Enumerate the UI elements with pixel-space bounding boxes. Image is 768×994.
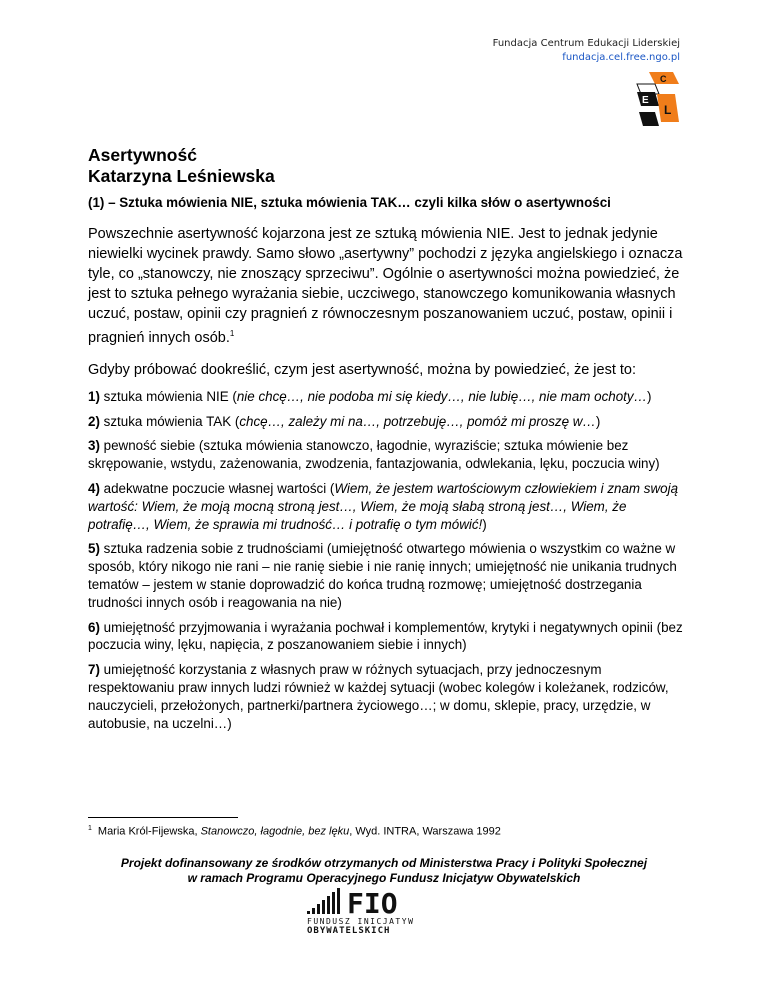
article-body bbox=[88, 194, 684, 739]
footnote-ref[interactable]: 1 bbox=[229, 329, 235, 338]
list-item: 7) umiejętność korzystania z własnych praw w różnych sytuacjach, przy jednoczesnym respektowaniu praw innych ludzi również w każdej sytuacji (wobec kolegów i koleżanek, rodziców, nauczycieli, przełożonych, partnerki/partnera życiowego…; w domu, sklepie, pracy, urzędzie, w autobusie, na uczelni…) bbox=[88, 662, 669, 731]
svg-text:C: C bbox=[660, 74, 667, 84]
footnote-book-title: Stanowczo, łagodnie, bez lęku bbox=[200, 825, 350, 838]
item-number: 5) bbox=[88, 541, 100, 557]
author-line: Katarzyna Leśniewska bbox=[88, 166, 275, 186]
organization-url[interactable]: fundacja.cel.free.ngo.pl bbox=[562, 52, 680, 63]
section-heading: (1) – Sztuka mówienia NIE, sztuka mówienia TAK… czyli kilka słów o asertywności bbox=[88, 195, 611, 210]
funding-line: w ramach Programu Operacyjnego Fundusz Inicjatyw Obywatelskich bbox=[187, 871, 581, 885]
funding-note bbox=[88, 856, 680, 886]
list-item: 6) umiejętność przyjmowania i wyrażania pochwał i komplementów, krytyki i negatywnych opinii (bez poczucia winy, lęku, napięcia, z poszanowaniem siebie i innych) bbox=[88, 619, 683, 653]
intro-paragraph bbox=[88, 224, 684, 348]
list-item: 3) pewność siebie (sztuka mówienia stanowczo, łagodnie, wyraziście; sztuka mówienie bez skrępowanie, wstydu, zażenowania, zwodzenia, fantazjowania, odwlekania, lęku, poczucia winy) bbox=[88, 438, 660, 472]
footnote: $^1$ Maria Król-Fijewska, Stanowczo, łagodnie, bez lęku, Wyd. INTRA, Warszawa 1992 bbox=[88, 825, 501, 838]
title-line: Asertywność bbox=[88, 145, 197, 165]
list-item: 4) adekwatne poczucie własnej wartości (Wiem, że jestem wartościowym człowiekiem i znam swoją wartość: Wiem, że moją mocną stroną jest…, Wiem, że moją słabą stroną jest…, Wiem, że potrafię…, Wiem, że sprawia mi trudność… i potrafię o tym mówić!) bbox=[88, 481, 679, 532]
item-number: 4) bbox=[88, 481, 100, 497]
footnote-divider bbox=[88, 817, 238, 818]
fio-logo bbox=[303, 885, 473, 935]
document-title bbox=[88, 145, 275, 187]
funding-line: Projekt dofinansowany ze środków otrzymanych od Ministerstwa Pracy i Polityki Społecznej bbox=[120, 856, 648, 870]
item-number: 7) bbox=[88, 662, 100, 678]
fio-line1: FUNDUSZ INICJATYW bbox=[307, 917, 415, 926]
cel-logo bbox=[633, 72, 681, 128]
list-item: 1) sztuka mówienia NIE (nie chcę…, nie podoba mi się kiedy…, nie lubię…, nie mam ochoty…) bbox=[88, 388, 652, 404]
header-organization bbox=[493, 37, 680, 65]
svg-text:L: L bbox=[664, 103, 672, 117]
lead-paragraph: Gdyby próbować dookreślić, czym jest asertywność, można by powiedzieć, że jest to: bbox=[88, 361, 637, 378]
intro-text: Powszechnie asertywność kojarzona jest ze sztuką mówienia NIE. Jest to jednak jedynie niewielki wycinek prawdy. Samo słowo „asertywny” pochodzi z języka angielskiego i oznacza tyle, co „stanowczy, nie znoszący sprzeciwu”. Ogólnie o asertywności można powiedzieć, że jest to sztuka pełnego wyrażania siebie, uczciwego, stanowczego komunikowania własnych uczuć, postaw, opinii czy pragnień z równoczesnym poszanowaniem uczuć, postaw, opinii i pragnień innych osób. bbox=[88, 226, 683, 346]
footnote-number: 1 bbox=[88, 825, 92, 832]
organization-name: Fundacja Centrum Edukacji Liderskiej bbox=[492, 38, 680, 49]
svg-text:E: E bbox=[642, 95, 649, 106]
item-number: 6) bbox=[88, 619, 100, 635]
item-number: 1) bbox=[88, 388, 100, 404]
list-item: 2) sztuka mówienia TAK (chcę…, zależy mi na…, potrzebuję…, pomóż mi proszę w…) bbox=[88, 413, 601, 429]
item-number: 2) bbox=[88, 413, 100, 429]
fio-line2: OBYWATELSKICH bbox=[307, 926, 391, 935]
list-item: 5) sztuka radzenia sobie z trudnościami (umiejętność otwartego mówienia o wszystkim co ważne w sposób, który nikogo nie rani – nie ranię siebie i nie ranię innych; umiejętność nie unikania trudnych tematów – jestem w stanie doprowadzić do końca trudną rozmowę; umiejętność dostrzegania trudności innych osób i reagowania na nie) bbox=[88, 541, 677, 610]
fio-mark: FIO bbox=[347, 887, 398, 920]
item-number: 3) bbox=[88, 438, 100, 454]
